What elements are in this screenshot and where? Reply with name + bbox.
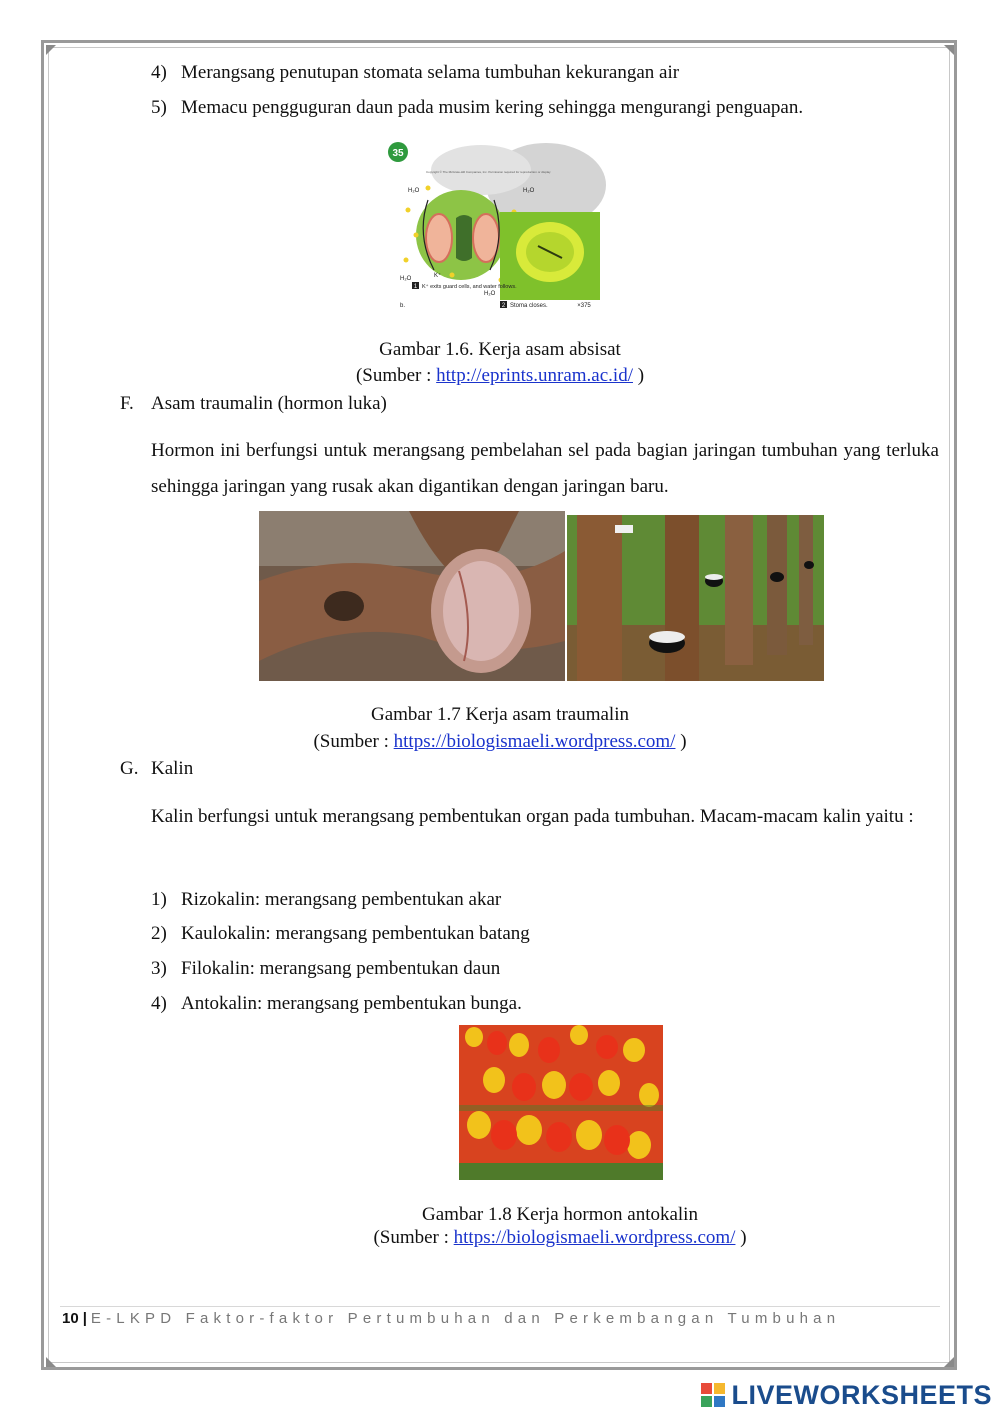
liveworksheets-icon — [701, 1383, 725, 1407]
figure-caption: Gambar 1.8 Kerja hormon antokalin — [422, 1204, 698, 1225]
svg-text:H₂O: H₂O — [484, 291, 496, 297]
wounded-branch-photo — [259, 511, 565, 681]
figure-source: (Sumber : http://eprints.unram.ac.id/ ) — [355, 365, 645, 386]
svg-text:1: 1 — [413, 284, 418, 290]
figure-source: (Sumber : https://biologismaeli.wordpress.com/ ) — [313, 731, 687, 752]
section-heading: F. Asam traumalin (hormon luka) — [120, 393, 387, 414]
liveworksheets-logo — [701, 1380, 992, 1410]
svg-text:Copyright © The McGraw-Hill Co: Copyright © The McGraw-Hill Companies, Inc. Permission required for reproduction or display — [426, 170, 551, 174]
svg-text:H₂O: H₂O — [523, 188, 535, 194]
corner-ornament — [46, 1357, 56, 1367]
list-item: 2) Kaulokalin: merangsang pembentukan batang — [151, 923, 530, 944]
footer-divider — [60, 1306, 940, 1307]
svg-text:K⁺: K⁺ — [434, 273, 442, 279]
svg-text:Stoma closes.: Stoma closes. — [510, 303, 548, 309]
list-item: 5) Memacu pengguguran daun pada musim kering sehingga mengurangi penguapan. — [151, 97, 804, 118]
svg-text:H₂O: H₂O — [408, 188, 420, 194]
svg-text:K⁺ exits guard cells, and wate: K⁺ exits guard cells, and water follows. — [422, 284, 517, 290]
tulip-field-photo — [459, 1025, 663, 1180]
rubber-tree-tapping-photo — [567, 515, 824, 681]
figure-caption: Gambar 1.6. Kerja asam absisat — [379, 339, 621, 360]
list-item: 4) Antokalin: merangsang pembentukan bunga. — [151, 993, 522, 1014]
liveworksheets-wordmark: LIVEWORKSHEETS — [731, 1379, 992, 1410]
list-item: 1) Rizokalin: merangsang pembentukan akar — [151, 889, 502, 910]
section-paragraph: Hormon ini berfungsi untuk merangsang pembelahan sel pada bagian jaringan tumbuhan yang terluka sehingga jaringan yang rusak akan digantikan dengan jaringan baru. — [151, 440, 939, 497]
corner-ornament — [944, 45, 954, 55]
svg-text:H₂O: H₂O — [400, 276, 412, 282]
page-number: 10 — [62, 1310, 79, 1327]
footer-title: E-LKPD Faktor-faktor Pertumbuhan dan Perkembangan Tumbuhan — [90, 1310, 841, 1327]
corner-ornament — [46, 45, 56, 55]
corner-ornament — [944, 1357, 954, 1367]
figure-source: (Sumber : https://biologismaeli.wordpress.com/ ) — [373, 1227, 747, 1248]
source-link[interactable]: https://biologismaeli.wordpress.com/ — [453, 1227, 736, 1248]
svg-text:b.: b. — [400, 303, 406, 309]
svg-text:×375: ×375 — [577, 303, 591, 309]
svg-text:2: 2 — [501, 303, 506, 309]
list-item: 3) Filokalin: merangsang pembentukan daun — [151, 958, 501, 979]
stomata-figure — [386, 140, 606, 312]
figure-badge: 35 — [392, 148, 404, 159]
source-link[interactable]: https://biologismaeli.wordpress.com/ — [393, 731, 676, 752]
list-item: 4) Merangsang penutupan stomata selama tumbuhan kekurangan air — [151, 62, 680, 83]
section-paragraph: Kalin berfungsi untuk merangsang pembentukan organ pada tumbuhan. Macam-macam kalin yaitu : — [151, 806, 914, 827]
section-heading: G. Kalin — [120, 758, 194, 779]
figure-caption: Gambar 1.7 Kerja asam traumalin — [371, 704, 629, 725]
source-link[interactable]: http://eprints.unram.ac.id/ — [436, 365, 633, 386]
page-footer: 10 | E-LKPD Faktor-faktor Pertumbuhan dan Perkembangan Tumbuhan — [62, 1310, 841, 1327]
